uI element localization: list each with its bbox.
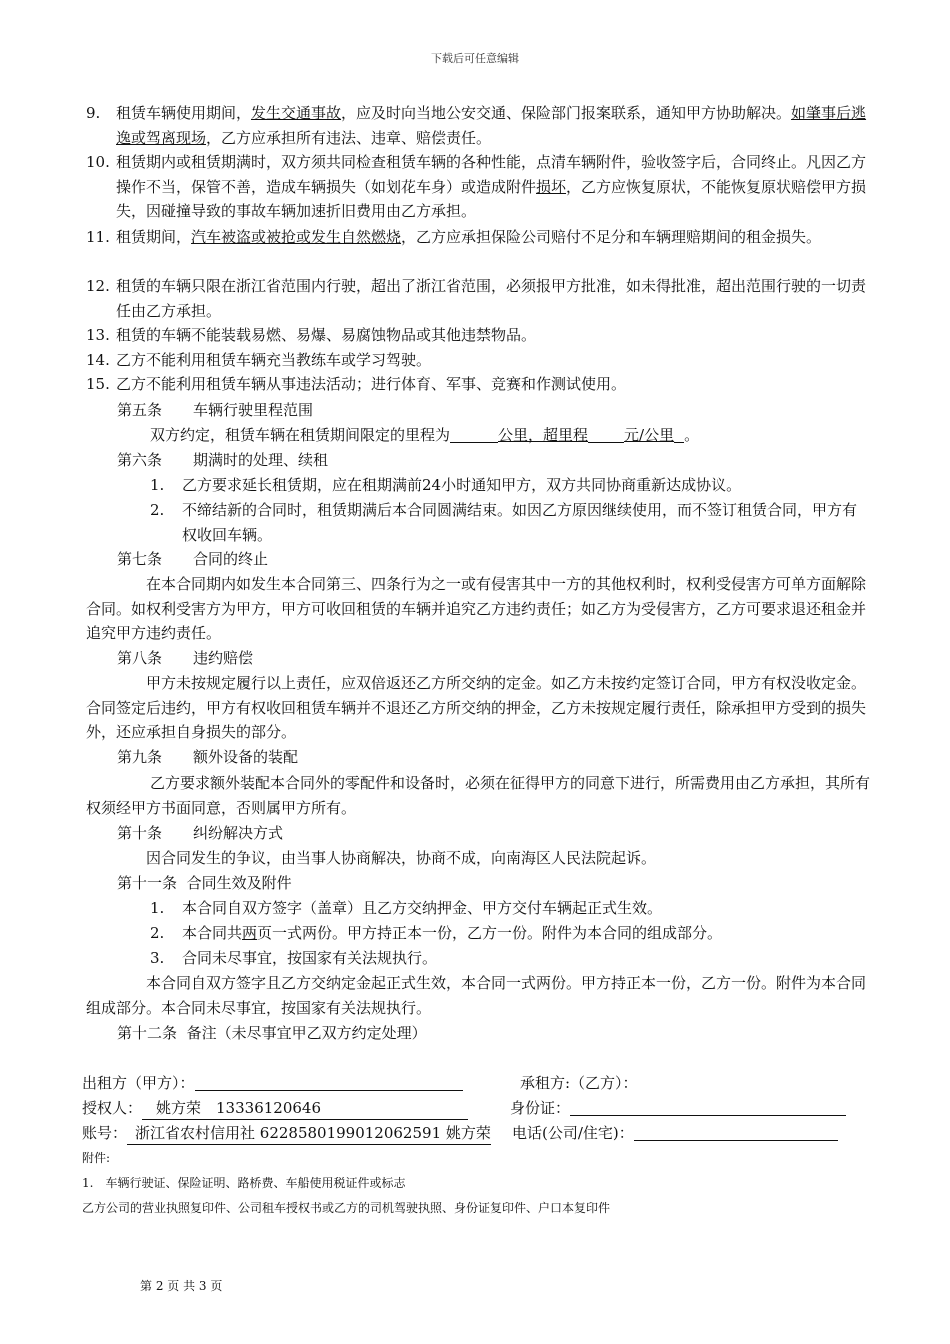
article-9-heading — [117, 745, 298, 769]
article-number: 第七条 — [117, 550, 163, 568]
excess-blank[interactable] — [588, 426, 624, 443]
clause-item-13 — [86, 323, 871, 348]
lessee-row — [520, 1072, 638, 1094]
article-number: 第六条 — [117, 451, 163, 469]
article-11-sub-3 — [150, 946, 870, 971]
auth-label: 授权人： — [82, 1099, 143, 1117]
clause-item-14 — [86, 348, 871, 373]
article-title: 额外设备的装配 — [193, 748, 299, 766]
phone-row — [512, 1122, 838, 1144]
item-number: 15. — [86, 375, 110, 393]
item-number: 11. — [86, 228, 110, 246]
item-number: 10. — [86, 153, 110, 171]
article-number: 第五条 — [117, 401, 163, 419]
lessor-label: 出租方（甲方）： — [82, 1074, 195, 1092]
article-7-text: 在本合同期内如发生本合同第三、四条行为之一或有侵害其中一方的其他权利时，权利受侵害方可单方面解除合同。如权利受害方为甲方，甲方可收回租赁的车辆并追究乙方违约责任；如乙方为受侵害方，乙方可要求退还租金并追究甲方违约责任。 — [86, 575, 867, 642]
article-11-text: 本合同自双方签字且乙方交纳定金起正式生效，本合同一式两份。甲方持正本一份，乙方一份。附件为本合同组成部分。本合同未尽事宜，按国家有关法规执行。 — [86, 974, 867, 1017]
clause-item-15 — [86, 372, 871, 397]
mileage-text: 双方约定，租赁车辆在租赁期间限定的里程为 — [150, 426, 451, 444]
item-text: ，乙方应承担保险公司赔付不足分和车辆理赔期间的租金损失。 — [401, 228, 822, 246]
article-title: 违约赔偿 — [193, 649, 254, 667]
article-11-sub-1 — [150, 896, 870, 921]
item-text: ，乙方应恢复原状，不能恢复原状赔偿甲方损失，因碰撞导致的事故车辆加速折旧费用由乙方承担。 — [116, 177, 867, 220]
article-11-heading — [117, 871, 292, 895]
sub-text: 本合同共 — [182, 924, 243, 942]
article-title: 车辆行驶里程范围 — [193, 401, 314, 419]
attachment-line-1: 1. 车辆行驶证、保险证明、路桥费、车船使用税证件或标志 — [82, 1176, 406, 1190]
auth-value: 姚方荣 13336120646 — [156, 1099, 321, 1117]
lessee-label: 承租方:（乙方）： — [520, 1074, 638, 1092]
sub-number: 2. — [150, 501, 165, 519]
article-10-heading — [117, 821, 283, 845]
article-number: 第八条 — [117, 649, 163, 667]
item-text: 租赁期间， — [116, 228, 192, 246]
item-number: 13. — [86, 326, 110, 344]
item-text: 租赁期内或租赁期满时，双方须共同检查租赁车辆的各种性能，点清车辆附件，验收签字后，合同终止。凡因乙方操作不当，保管不善，造成车辆损失（如划花车身）或造成附件 — [116, 153, 867, 196]
article-6-sub-2 — [150, 498, 870, 547]
clause-item-9 — [86, 101, 871, 150]
sub-text: 乙方要求延长租赁期，应在租期满前24小时通知甲方，双方共同协商重新达成协议。 — [182, 476, 742, 494]
item-number: 9. — [86, 104, 101, 122]
sub-number: 1. — [150, 899, 165, 917]
article-8-text: 甲方未按规定履行以上责任，应双倍返还乙方所交纳的定金。如乙方未按约定签订合同，甲方有权没收定金。合同签定后违约，甲方有权收回租赁车辆并不退还乙方所交纳的押金，乙方未按规定履行责任，除承担甲方受到的损失外，还应承担自身损失的部分。 — [86, 674, 867, 741]
lessor-row — [82, 1072, 463, 1094]
item-text: ，乙方应承担所有违法、违章、赔偿责任。 — [206, 128, 492, 147]
item-text: 乙方不能利用租赁车辆充当教练车或学习驾驶。 — [116, 351, 432, 369]
article-number: 第九条 — [117, 748, 163, 766]
phone-field[interactable] — [634, 1124, 838, 1141]
auth-row — [82, 1097, 468, 1120]
item-text: 乙方不能利用租赁车辆从事违法活动；进行体育、军事、竞赛和作测试使用。 — [116, 375, 627, 393]
item-text: ，应及时向当地公安交通、保险部门报案联系，通知甲方协助解决。 — [341, 104, 792, 122]
article-number: 第十二条 — [117, 1024, 178, 1042]
account-row — [82, 1122, 491, 1145]
article-5-heading — [117, 398, 313, 422]
mileage-blank[interactable] — [450, 426, 498, 443]
article-11-sub-2 — [150, 921, 870, 946]
mileage-text: 公里，超里程 — [498, 426, 589, 444]
page-number: 第 2 页 共 3 页 — [140, 1279, 223, 1293]
rate-blank[interactable] — [674, 426, 684, 443]
page-header: 下载后可任意编辑 — [431, 52, 519, 65]
underlined-text: 两 — [242, 924, 258, 942]
sub-number: 2. — [150, 924, 165, 942]
attachment-line-2: 乙方公司的营业执照复印件、公司租车授权书或乙方的司机驾驶执照、身份证复印件、户口本复印件 — [82, 1201, 611, 1215]
item-number: 12. — [86, 277, 110, 295]
article-5-text — [150, 423, 699, 447]
item-text: 租赁的车辆不能装载易燃、易爆、易腐蚀物品或其他违禁物品。 — [116, 326, 537, 344]
underlined-text: 汽车被盗或被抢或发生自然燃烧 — [191, 228, 402, 246]
id-label: 身份证： — [510, 1099, 571, 1117]
sub-text: 不缔结新的合同时，租赁期满后本合同圆满结束。如因乙方原因继续使用，而不签订租赁合同，甲方有权收回车辆。 — [182, 501, 858, 544]
sub-number: 3. — [150, 949, 165, 967]
article-title: 期满时的处理、续租 — [193, 451, 329, 469]
article-title: 纠纷解决方式 — [193, 824, 284, 842]
attachments-label: 附件: — [82, 1151, 111, 1165]
article-10-text: 因合同发生的争议，由当事人协商解决，协商不成，向南海区人民法院起诉。 — [146, 849, 657, 867]
phone-label: 电话(公司/住宅)： — [512, 1124, 634, 1142]
article-7-heading — [117, 547, 268, 571]
id-field[interactable] — [570, 1099, 846, 1116]
lessor-field[interactable] — [195, 1074, 463, 1091]
auth-field[interactable] — [142, 1097, 468, 1120]
account-label: 账号： — [82, 1124, 128, 1142]
account-value: 浙江省农村信用社 6228580199012062591 姚方荣 — [135, 1124, 491, 1142]
clause-item-12 — [86, 274, 871, 323]
period: 。 — [684, 426, 700, 444]
sub-text: 页一式两份。甲方持正本一份，乙方一份。附件为本合同的组成部分。 — [257, 924, 723, 942]
underlined-text: 发生交通事故 — [251, 104, 342, 122]
article-6-sub-1 — [150, 473, 870, 498]
item-number: 14. — [86, 351, 110, 369]
article-6-heading — [117, 448, 328, 472]
article-8-heading — [117, 646, 253, 670]
sub-text: 本合同自双方签字（盖章）且乙方交纳押金、甲方交付车辆起正式生效。 — [182, 899, 663, 917]
article-12-heading — [117, 1021, 427, 1045]
article-number: 第十一条 — [117, 874, 178, 892]
rate-text: 元/公里 — [624, 426, 675, 444]
id-row — [510, 1097, 846, 1119]
sub-text: 合同未尽事宜，按国家有关法规执行。 — [182, 949, 438, 967]
article-title: 合同生效及附件 — [186, 874, 292, 892]
clause-item-10 — [86, 150, 871, 224]
article-number: 第十条 — [117, 824, 163, 842]
item-text: 租赁的车辆只限在浙江省范围内行驶，超出了浙江省范围，必须报甲方批准，如未得批准，超出范围行驶的一切责任由乙方承担。 — [116, 277, 867, 320]
article-title: 备注（未尽事宜甲乙双方约定处理） — [186, 1024, 427, 1042]
article-9-text: 乙方要求额外装配本合同外的零配件和设备时，必须在征得甲方的同意下进行，所需费用由乙方承担，其所有权须经甲方书面同意，否则属甲方所有。 — [86, 774, 871, 817]
underlined-text: 如肇事后逃逸或驾离现场 — [116, 104, 867, 147]
article-title: 合同的终止 — [193, 550, 269, 568]
underlined-text: 损坏 — [536, 177, 567, 196]
sub-number: 1. — [150, 476, 165, 494]
item-text: 租赁车辆使用期间， — [116, 104, 252, 122]
account-field[interactable] — [127, 1122, 491, 1145]
clause-item-11 — [86, 225, 871, 250]
